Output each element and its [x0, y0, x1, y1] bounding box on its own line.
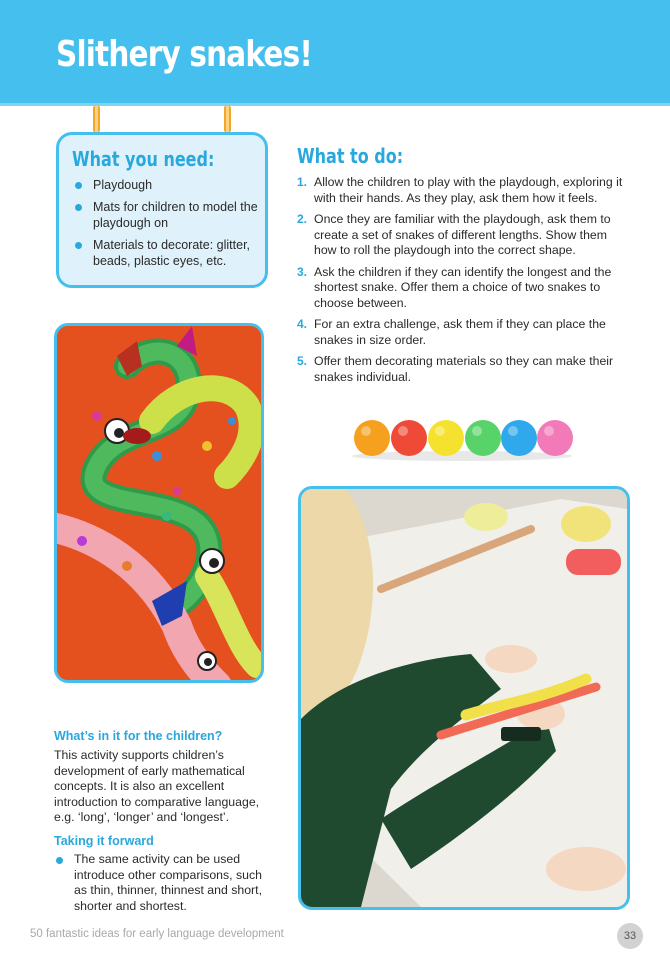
step-item: 3. Ask the children if they can identify the longest and the shortest snake. Offer them a choice of two snakes to choose between.: [297, 264, 612, 310]
what-you-need-box: [56, 132, 268, 288]
step-item: 1. Allow the children to play with the playdough, exploring it with their hands. As they play, ask them how it feels.: [297, 175, 623, 205]
what-to-do-steps: [297, 175, 627, 391]
footer-text: 50 fantastic ideas for early language development: [30, 928, 284, 940]
what-you-need-title: What you need:: [72, 147, 215, 171]
step-item: 4. For an extra challenge, ask them if they can place the snakes in size order.: [297, 317, 606, 347]
bullet-icon: [75, 204, 82, 211]
hanger-right: [224, 106, 231, 132]
playdough-balls-image: [348, 412, 576, 464]
bullet-icon: [56, 857, 63, 864]
page-number: 33: [617, 923, 643, 949]
hanger-left: [93, 106, 100, 132]
list-item: Mats for children to model the playdough on: [73, 199, 263, 231]
step-item: 2. Once they are familiar with the playdough, ask them to create a set of snakes of different lengths. Show them how to roll the playdough into the correct shape.: [297, 212, 611, 257]
bullet-icon: [75, 182, 82, 189]
page-title: Slithery snakes!: [56, 34, 313, 75]
list-item: Playdough: [73, 177, 263, 193]
step-item: 5. Offer them decorating materials so they can make their snakes individual.: [297, 354, 614, 384]
taking-forward-list: [54, 852, 276, 914]
playdough-balls-illustration: [348, 412, 576, 464]
benefits-text: This activity supports children’s development of early mathematical concepts. It is also an excellent introduction to comparative language, e.g. ‘long’, ‘longer’ and ‘longest’.: [54, 748, 260, 824]
child-photo: [298, 486, 630, 910]
snakes-illustration: [57, 326, 261, 680]
snakes-photo: [54, 323, 264, 683]
page-header: [0, 0, 670, 106]
bullet-icon: [75, 242, 82, 249]
list-item: The same activity can be used introduce other comparisons, such as thin, thinner, thinnest and short, shorter and shortest.: [54, 852, 276, 914]
benefits-title: What’s in it for the children?: [54, 729, 223, 743]
what-you-need-list: [73, 177, 263, 275]
child-illustration: [301, 489, 627, 907]
list-item: Materials to decorate: glitter, beads, plastic eyes, etc.: [73, 237, 263, 269]
what-to-do-title: What to do:: [297, 144, 404, 168]
taking-forward-title: Taking it forward: [54, 834, 154, 848]
